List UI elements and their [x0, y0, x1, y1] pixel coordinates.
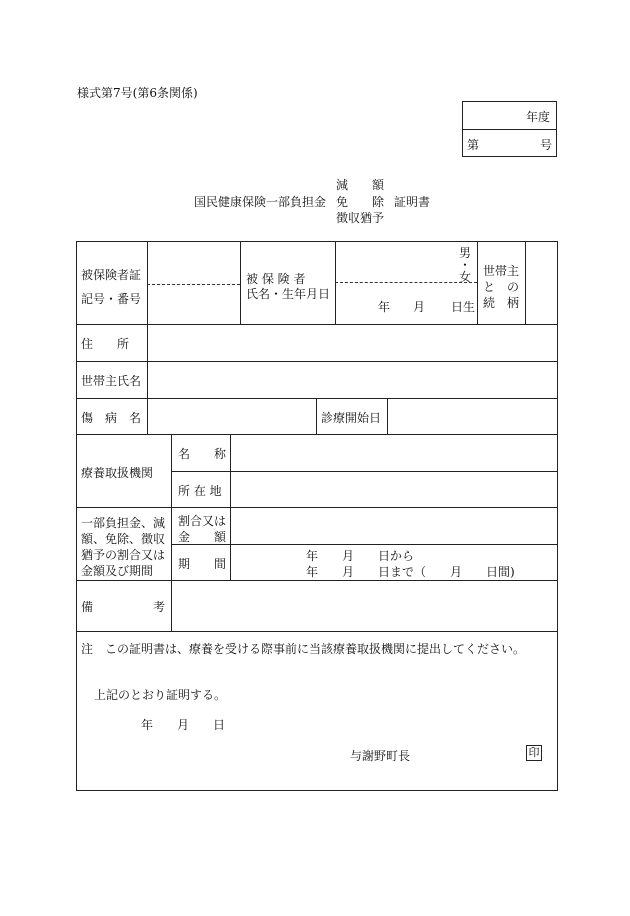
ratio-or-amount-label-1: 割合又は — [178, 514, 227, 528]
treatment-start-date-label: 診療開始日 — [321, 411, 382, 425]
card-number-label: 記号・番号 — [81, 292, 142, 306]
certify-date: 年 月 日 — [141, 718, 226, 732]
note-text: 注 この証明書は、療養を受ける際事前に当該療養取扱機関に提出してください。 — [81, 642, 526, 656]
number-prefix: 第 — [467, 138, 480, 152]
burden-label-1: 一部負担金、減 — [81, 516, 166, 530]
insured-person-label: 被 保 険 者 — [246, 272, 306, 286]
birth-month-label: 月 — [413, 300, 426, 314]
sex-male[interactable]: 男 — [459, 246, 472, 260]
facility-name-label: 名 称 — [178, 447, 227, 461]
burden-label-2: 額、免除、徴収 — [81, 532, 166, 546]
sex-separator: ・ — [459, 258, 472, 272]
relation-label-2: と の — [483, 280, 520, 294]
title-prefix: 国民健康保険一部負担金 — [194, 195, 327, 209]
period-to: 年 月 日まで（ 月 日間) — [306, 565, 515, 579]
ratio-or-amount-label-2: 金 額 — [178, 530, 227, 544]
disease-name-label: 傷 病 名 — [81, 411, 142, 425]
title-option-exemption: 免 除 — [336, 195, 385, 209]
address-label: 住 所 — [81, 337, 130, 351]
insured-card-label: 被保険者証 — [81, 268, 142, 282]
certify-text: 上記のとおり証明する。 — [94, 688, 227, 702]
year-label: 年度 — [526, 110, 551, 124]
remarks-label: 備 考 — [81, 600, 166, 614]
insured-name-dob-label: 氏名・生年月日 — [246, 287, 331, 301]
number-suffix: 号 — [540, 138, 553, 152]
period-from: 年 月 日から — [306, 549, 415, 563]
burden-label-4: 金額及び期間 — [81, 564, 154, 578]
title-option-deferral: 徴収猶予 — [336, 211, 385, 225]
birth-day-label: 日生 — [451, 300, 476, 314]
period-label: 期 間 — [178, 557, 227, 571]
relation-label-1: 世帯主 — [483, 264, 520, 278]
burden-label-3: 猶予の割合又は — [81, 548, 166, 562]
sex-female[interactable]: 女 — [459, 270, 472, 284]
title-option-reduction: 減 額 — [336, 178, 385, 192]
title-suffix: 証明書 — [394, 195, 431, 209]
issuer-name: 与謝野町長 — [350, 749, 411, 763]
medical-facility-label: 療養取扱機関 — [81, 466, 154, 480]
seal-mark: 印 — [526, 745, 542, 761]
household-head-name-label: 世帯主氏名 — [81, 374, 142, 388]
form-style-number: 様式第7号(第6条関係) — [77, 86, 198, 100]
birth-year-label: 年 — [378, 300, 391, 314]
relation-label-3: 続 柄 — [483, 296, 520, 310]
facility-address-label: 所 在 地 — [178, 484, 222, 498]
